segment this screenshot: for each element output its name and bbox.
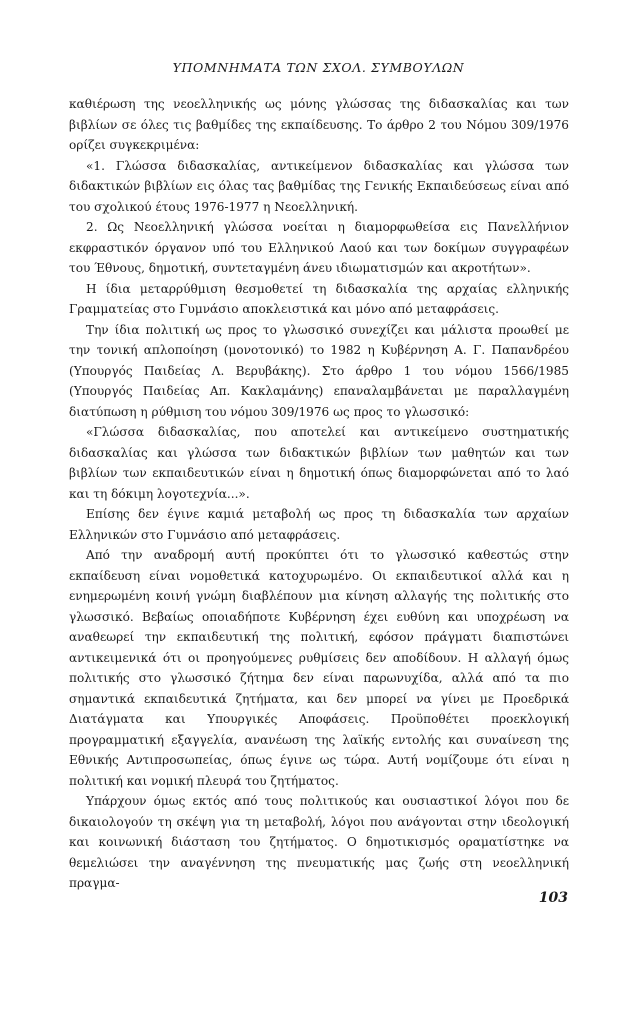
paragraph: Επίσης δεν έγινε καμιά μεταβολή ως προς τη διδασκαλία των αρχαίων Ελληνικών στο Γυμνάσιο από μεταφράσεις.: [69, 507, 569, 542]
paragraph: Η ίδια μεταρρύθμιση θεσμοθετεί τη διδασκαλία της αρχαίας ελληνικής Γραμματείας στο Γυμνάσιο αποκλειστικά και μόνο από μεταφράσεις.: [69, 281, 569, 316]
quoted-law-clause-1: «1. Γλώσσα διδασκαλίας, αντικείμενον διδασκαλίας και γλώσσα των διδακτικών βιβλίων εις όλας τας βαθμίδας της Γενικής Εκπαιδεύσεως είναι από του σχολικού έτους 1976-1977 η Νεοελληνική.: [69, 158, 569, 214]
paragraph: Υπάρχουν όμως εκτός από τους πολιτικούς και ουσιαστικοί λόγοι που δε δικαιολογούν τη σκέψη για τη μεταβολή, λόγοι που ανάγονται στην ιδεολογική και κοινωνική διάσταση του ζητήματος. Ο δημοτικισμός οραματίστηκε να θεμελιώσει την αναγέννηση της πνευματικής μας ζωής στη νεοελληνική πραγμα-: [69, 794, 569, 890]
quoted-law-clause-2: 2. Ως Νεοελληνική γλώσσα νοείται η διαμορφωθείσα εις Πανελλήνιον εκφραστικόν όργανον υπό του Ελληνικού Λαού και των δοκίμων συγγραφέων του Έθνους, δημοτική, συντεταγμένη άνευ ιδιωματισμών και ακροτήτων».: [69, 220, 569, 275]
paragraph: Από την αναδρομή αυτή προκύπτει ότι το γλωσσικό καθεστώς στην εκπαίδευση είναι νομοθετικά κατοχυρωμένο. Οι εκπαιδευτικοί αλλά και η ενημερωμένη κοινή γνώμη διαβλέπουν μια κίνηση αλλαγής της πολιτικής στο γλωσσικό. Βεβαίως οποιαδήποτε Κυβέρνηση έχει ευθύνη και υποχρέωση να αναθεωρεί την εκπαιδευτική της πολιτική, εφόσον πράγματι διαπιστώνει αντικειμενικά ότι οι προηγούμενες ρυθμίσεις δεν αποδίδουν. Η αλλαγή όμως πολιτικής στο γλωσσικό ζήτημα δεν είναι παρωνυχίδα, αλλά από τα πιο σημαντικά εκπαιδευτικά ζητήματα, και δεν μπορεί να γίνει με Προεδρικά Διατάγματα και Υπουργικές Αποφάσεις. Προϋποθέτει προεκλογική προγραμματική εξαγγελία, ανανέωση της λαϊκής εντολής και συναίνεση της Εθνικής Αντιπροσωπείας, όπως έγινε ως τώρα. Αυτή νομίζουμε ότι είναι η πολιτική και νομική πλευρά του ζητήματος.: [69, 548, 569, 788]
paragraph: Την ίδια πολιτική ως προς το γλωσσικό συνεχίζει και μάλιστα προωθεί με την τονική απλοποίηση (μονοτονικό) το 1982 η Κυβέρνηση Α. Γ. Παπανδρέου (Υπουργός Παιδείας Λ. Βερυβάκης). Στο άρθρο 1 του νόμου 1566/1985 (Υπουργός Παιδείας Απ. Κακλαμάνης) επαναλαμβάνεται με παραλλαγμένη διατύπωση η ρύθμιση του νόμου 309/1976 ως προς το γλωσσικό:: [69, 322, 569, 419]
page-number: 103: [538, 890, 568, 906]
body-text: [69, 94, 569, 894]
quoted-law-text: «Γλώσσα διδασκαλίας, που αποτελεί και αντικείμενο συστηματικής διδασκαλίας και γλώσσα των διδακτικών βιβλίων των μαθητών και των βιβλίων των εκπαιδευτικών είναι η δημοτική όπως διαμορφώνεται από το λαό και τη δόκιμη λογοτεχνία...».: [69, 425, 569, 501]
paragraph-continuation: καθιέρωση της νεοελληνικής ως μόνης γλώσσας της διδασκαλίας και των βιβλίων σε όλες τις βαθμίδες της εκπαίδευσης. Το άρθρο 2 του Νόμου 309/1976 ορίζει συγκεκριμένα:: [69, 97, 569, 152]
running-header: ΥΠΟΜΝΗΜΑΤΑ ΤΩΝ ΣΧΟΛ. ΣΥΜΒΟΥΛΩΝ: [172, 60, 465, 75]
